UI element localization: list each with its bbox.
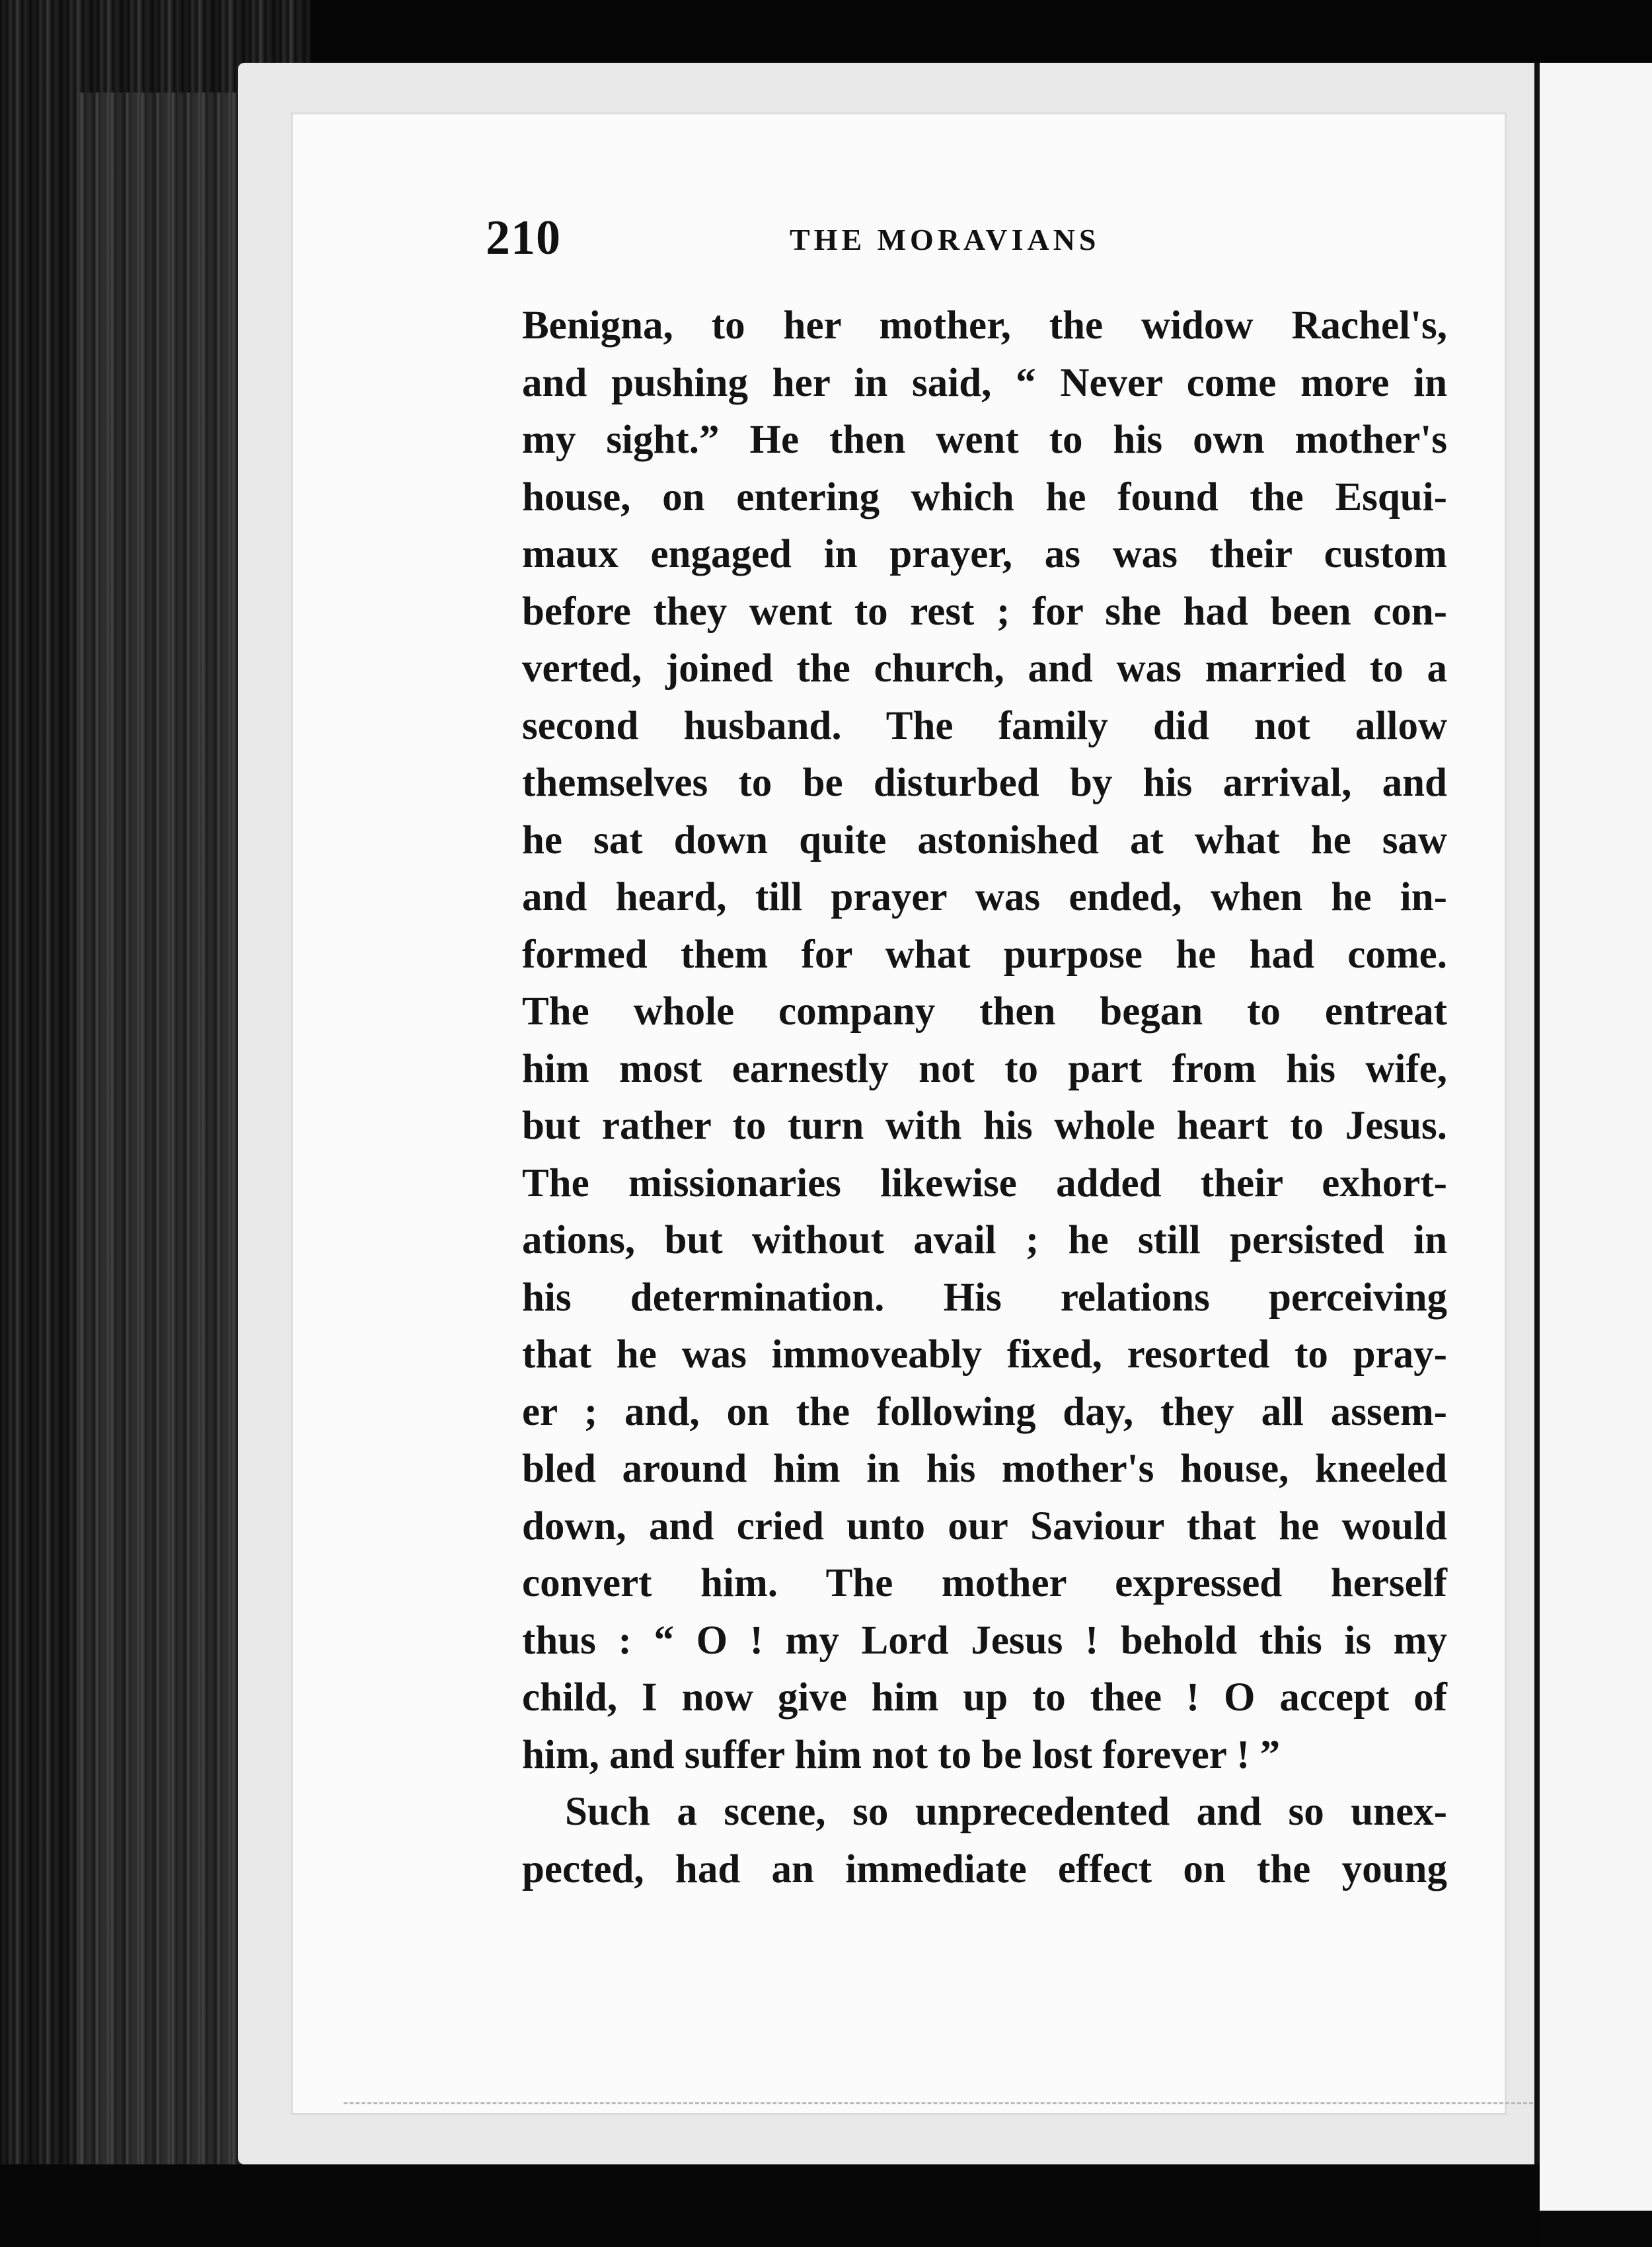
text-line: house, on entering which he found the Esqui- [522, 475, 1447, 519]
facing-page-edge [1540, 63, 1652, 2211]
book-page-edges [79, 93, 251, 2168]
text-line: him, and suffer him not to be lost forever ! ” [522, 1732, 1281, 1777]
text-line-paragraph-start: Such a scene, so unprecedented and so unex- [565, 1790, 1447, 1834]
text-line: Benigna, to her mother, the widow Rachel's, [522, 303, 1447, 348]
text-line: convert him. The mother expressed herself [522, 1561, 1447, 1605]
page-torn-edge [344, 2092, 1533, 2104]
page-number: 210 [486, 211, 561, 265]
text-line: bled around him in his mother's house, kneeled [522, 1447, 1447, 1491]
text-line: and pushing her in said, “ Never come more in [522, 360, 1447, 405]
text-line: maux engaged in prayer, as was their custom [522, 532, 1447, 576]
running-head: THE MORAVIANS [790, 223, 1100, 256]
text-line: verted, joined the church, and was married to a [522, 646, 1447, 691]
text-line: before they went to rest ; for she had been con- [522, 589, 1447, 634]
text-line: child, I now give him up to thee ! O accept of [522, 1675, 1447, 1720]
text-line: my sight.” He then went to his own mother's [522, 418, 1447, 462]
text-line: but rather to turn with his whole heart to Jesus. [522, 1104, 1447, 1148]
text-line: and heard, till prayer was ended, when he in- [522, 875, 1447, 919]
scan-bottom-border [0, 2164, 1540, 2247]
text-line: themselves to be disturbed by his arrival, and [522, 761, 1447, 805]
text-line: formed them for what purpose he had come. [522, 932, 1447, 977]
text-line: thus : “ O ! my Lord Jesus ! behold this is my [522, 1618, 1447, 1663]
body-text [522, 297, 1447, 1898]
text-line: his determination. His relations perceiving [522, 1275, 1447, 1320]
text-line: ations, but without avail ; he still persisted in [522, 1218, 1447, 1262]
text-line: that he was immoveably fixed, resorted to pray- [522, 1332, 1447, 1377]
text-line: him most earnestly not to part from his wife, [522, 1046, 1447, 1091]
text-line: er ; and, on the following day, they all assem- [522, 1389, 1447, 1434]
text-line: The whole company then began to entreat [522, 989, 1447, 1034]
text-line: down, and cried unto our Saviour that he would [522, 1504, 1447, 1548]
text-line: pected, had an immediate effect on the young [522, 1847, 1447, 1891]
text-line: The missionaries likewise added their exhort- [522, 1161, 1447, 1205]
page-header [486, 210, 1444, 270]
text-line: he sat down quite astonished at what he saw [522, 818, 1447, 862]
text-line: second husband. The family did not allow [522, 703, 1447, 748]
